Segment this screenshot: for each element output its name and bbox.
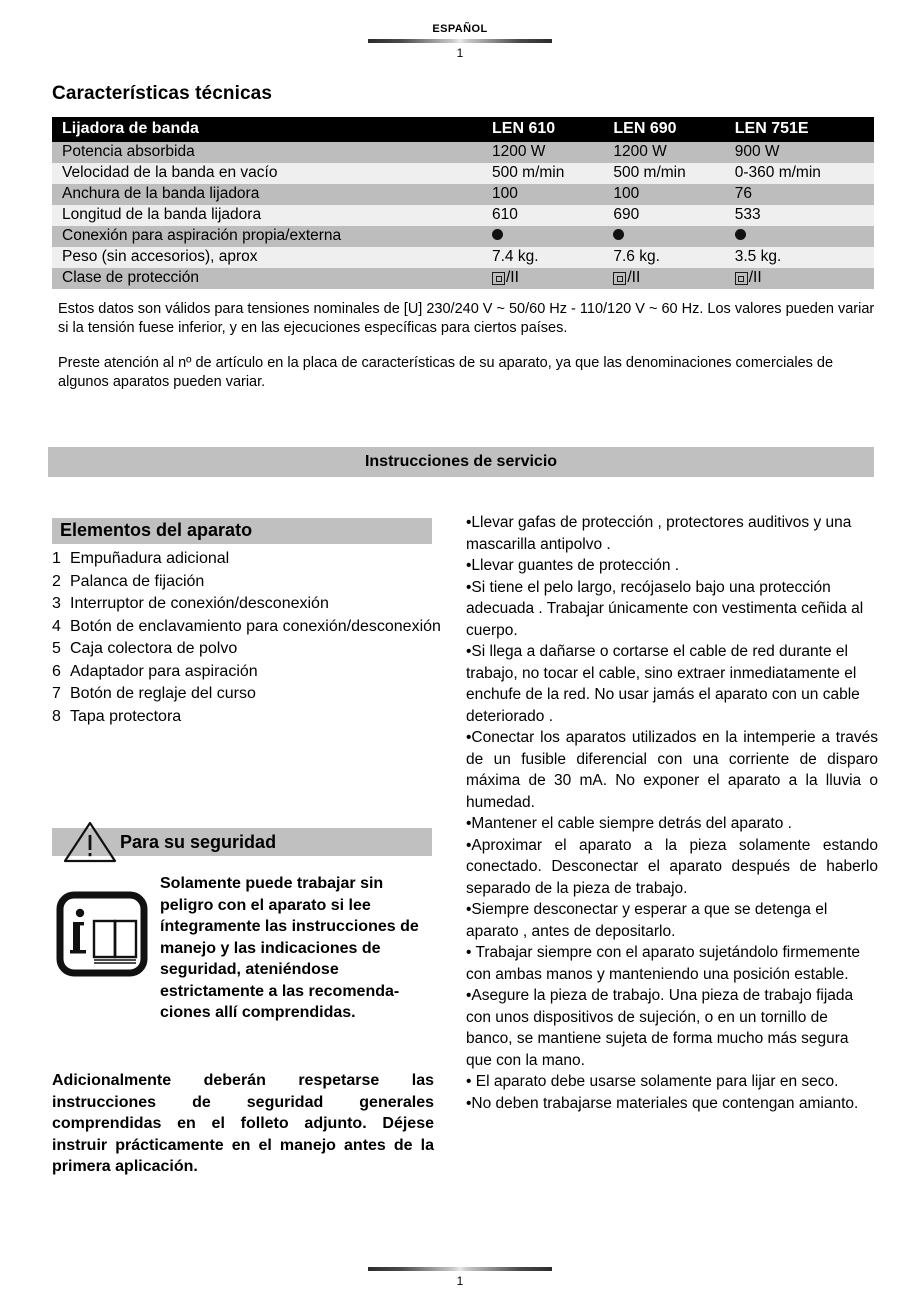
spec-value-cell: 1200 W [492,143,546,160]
page-footer [0,1264,920,1289]
spec-value-cell: /II [492,268,613,289]
safety-bullet: • El aparato debe usarse solamente para lijar en seco. [466,1073,839,1090]
list-item-label: Interruptor de conexión/desconexión [70,595,329,612]
safety-bullet: •Aproximar el aparato a la pieza solamente estando conectado. Desconectar el aparato después de haberlo separado de la pieza de trabajo. [466,836,878,897]
table-row [52,205,874,226]
table-footnotes [58,300,878,408]
spec-value-cell: 900 W [734,143,780,160]
spec-value-cell: 610 [492,206,518,223]
spec-value-cell [735,226,874,247]
list-item [52,616,447,639]
additional-safety-note: Adicionalmente deberán respetarse las instrucciones de seguridad generales comprendidas en el folleto adjunto. Déjese instruir prácticamente en el manejo antes de la primera aplicación. [52,1072,434,1175]
filled-dot-icon [613,229,624,240]
table-row [52,268,874,289]
safety-bullet: •Conectar los aparatos utilizados en la intemperie a través de un fusible diferencial con una corriente de disparo máxima de 30 mA. No exponer el aparato a la lluvia o humedad. [466,729,878,811]
safety-heading-text: Para su seguridad [120,831,277,852]
spec-label-cell: Velocidad de la banda en vacío [62,164,278,181]
double-insulation-icon [613,271,627,284]
spec-label-cell: Anchura de la banda lijadora [62,185,260,202]
spec-value-cell: /II [613,268,734,289]
technical-specs-table [52,117,874,289]
list-item-number: 2 [52,572,61,590]
safety-bullet: •Llevar gafas de protección , protectores auditivos y una mascarilla antipolvo . [466,514,852,553]
list-item-label: Tapa protectora [70,707,182,725]
spec-value-cell: 76 [734,185,752,202]
footer-page-number: 1 [456,1274,464,1288]
safety-body [52,873,447,1024]
table-row [52,247,874,268]
list-item-number: 7 [52,685,61,702]
spec-value-cell: 1200 W [613,143,667,160]
spec-value-cell: 690 [613,206,640,223]
service-instructions-title: Instrucciones de servicio [364,453,558,470]
list-item-number: 4 [52,617,61,635]
list-item [52,593,447,616]
list-item-number: 5 [52,640,61,657]
list-item-number: 3 [52,595,61,612]
footer-rule [368,1267,552,1271]
safety-bullet: •Mantener el cable siempre detrás del aparato . [466,815,792,832]
spec-value-cell: 100 [492,185,518,202]
table-row [52,163,874,184]
safety-bullet: •Si tiene el pelo largo, recójaselo bajo una protección [466,578,831,596]
elements-heading: Elementos del aparato [52,518,432,544]
left-column [52,518,447,728]
spec-value-cell: 7.4 kg. [492,248,539,265]
language-label: ESPAÑOL [432,23,488,35]
table-header-cell: LEN 610 [492,120,556,137]
double-insulation-icon [492,271,506,284]
footnote-voltage: Estos datos son válidos para tensiones nominales de [U] 230/240 V ~ 50/60 Hz - 110/120 V ~ 60 Hz. Los valores pueden variar si la tensión fuese inferior, y en las ejecuciones específicas para ciertos países. [58,301,875,336]
info-read-manual-icon [56,891,148,1024]
safety-heading-banner [52,828,432,856]
safety-bullet: •Llevar guantes de protección . [466,557,680,574]
list-item-label: Caja colectora de polvo [70,640,238,657]
spec-value-cell [613,226,734,247]
spec-value-cell: 0-360 m/min [734,164,821,181]
safety-bullet: •Si llega a dañarse o cortarse el cable de red durante el trabajo, no tocar el cable, sino extraer inmediatamente el enchufe de la red. No usar jamás el aparato con un cable deteriorado . [466,643,860,725]
safety-bullets-column [466,512,878,1114]
spec-label-cell: Clase de protección [62,269,199,286]
list-item-number: 6 [52,662,61,680]
table-header-cell: LEN 751E [734,120,809,137]
list-item-number: 8 [52,707,61,725]
list-item [52,571,447,594]
table-row [52,142,874,163]
list-item [52,638,447,661]
spec-value-cell: 500 m/min [492,164,565,181]
spec-label-cell: Longitud de la banda lijadora [62,206,262,223]
safety-bullet: adecuada . Trabajar únicamente con vestimenta ceñida al cuerpo. [466,600,864,639]
list-item-label: Empuñadura adicional [70,550,230,567]
spec-label-cell: Conexión para aspiración propia/externa [62,227,342,244]
service-instructions-banner [48,447,874,477]
spec-value-cell: 500 m/min [613,164,686,181]
safety-section [52,828,447,1024]
page-title: Características técnicas [52,83,272,104]
page-header [0,22,920,61]
table-header-row [52,117,874,142]
filled-dot-icon [735,229,746,240]
warning-triangle-icon [62,820,118,869]
list-item-label: Botón de reglaje del curso [70,685,256,702]
list-item [52,706,447,729]
spec-value-cell: 7.6 kg. [613,248,660,265]
safety-notice-text: Solamente puede trabajar sin peligro con el aparato si lee íntegramente las instrucciones de manejo y las indicaciones de seguridad, ateniéndose estrictamente a las recomenda- ciones allí comprendidas. [160,875,419,1021]
safety-bullet: •Siempre desconectar y esperar a que se detenga el aparato , antes de depositarlo. [466,901,828,940]
list-item-label: Botón de enclavamiento para conexión/desconexión [70,617,441,635]
header-rule [368,39,552,43]
spec-value-cell: 3.5 kg. [734,248,782,265]
header-page-number: 1 [456,46,464,60]
footnote-article-number: Preste atención al nº de artículo en la placa de características de su aparato, ya que las denominaciones comerciales de algunos aparatos pueden variar. [58,355,834,390]
list-item [52,548,447,571]
list-item-label: Adaptador para aspiración [70,662,258,680]
table-header-cell: LEN 690 [613,120,677,137]
table-header-cell: Lijadora de banda [62,120,199,137]
safety-bullet: •No deben trabajarse materiales que contengan amianto. [466,1094,859,1112]
list-item-label: Palanca de fijación [70,572,205,590]
safety-bullet: • Trabajar siempre con el aparato sujetándolo firmemente con ambas manos y manteniendo una posición estable. [466,944,860,983]
device-elements-list [52,548,447,728]
table-row [52,184,874,205]
spec-value-cell: /II [735,268,874,289]
spec-label-cell: Potencia absorbida [62,143,195,160]
spec-label-cell: Peso (sin accesorios), aprox [62,248,258,265]
safety-bullet: •Asegure la pieza de trabajo. Una pieza de trabajo fijada con unos dispositivos de sujeción, o en un tornillo de banco, se mantiene sujeta de forma mucho más segura que con la mano. [466,987,854,1069]
spec-value-cell: 100 [613,185,640,202]
list-item [52,661,447,684]
spec-value-cell: 533 [734,206,761,223]
table-row [52,226,874,247]
double-insulation-icon [735,271,749,284]
list-item-number: 1 [52,550,61,567]
filled-dot-icon [492,229,503,240]
spec-value-cell [492,226,613,247]
list-item [52,683,447,706]
